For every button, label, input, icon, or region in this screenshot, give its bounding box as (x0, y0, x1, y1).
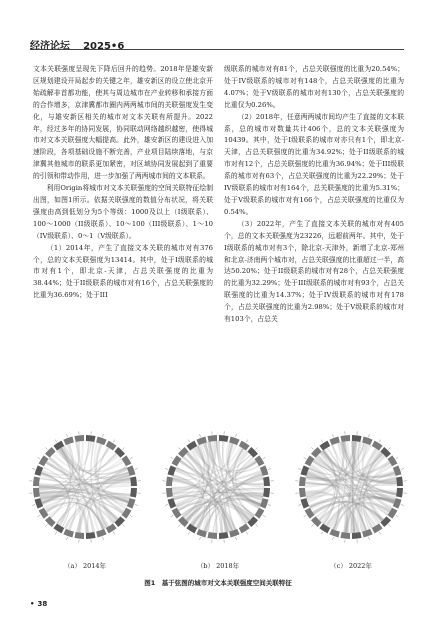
rim-tick (55, 532, 57, 535)
rim-tick (379, 532, 381, 535)
rim-tick (113, 440, 115, 443)
rim-tick (113, 532, 115, 535)
rim-tick (188, 532, 190, 535)
ring-segment (372, 441, 383, 451)
ring-segment (219, 532, 229, 539)
rim-tick (165, 505, 168, 506)
rim-tick (188, 440, 190, 443)
rim-tick (130, 515, 133, 517)
ring-segment (74, 532, 84, 539)
footer-bullet: • (30, 600, 35, 608)
rim-tick (268, 505, 271, 506)
page-footer (30, 600, 47, 608)
rim-tick (45, 447, 47, 449)
rim-tick (388, 447, 390, 449)
rim-tick (304, 515, 307, 517)
rim-tick (246, 440, 248, 443)
ring-segment (299, 488, 306, 498)
rim-tick (396, 457, 399, 459)
ring-segment (255, 455, 265, 466)
ring-segment (340, 532, 350, 539)
rim-tick (304, 457, 307, 459)
rim-tick (171, 457, 174, 459)
rim-tick (268, 469, 271, 470)
chord-panel-2018 (153, 423, 283, 573)
rim-tick (103, 537, 104, 540)
ring-segment (86, 435, 96, 442)
rim-tick (32, 469, 35, 470)
chord-diagram (20, 423, 150, 557)
ring-segment (172, 455, 182, 466)
ring-segment (39, 455, 49, 466)
rim-tick (178, 447, 180, 449)
rim-tick (388, 524, 390, 526)
figure-caption: 图1 基于弦图的城市对文本关联强度空间关联特征 (144, 579, 292, 587)
panel-caption: （a） 2014年 (64, 562, 106, 570)
rim-tick (396, 515, 399, 517)
rim-tick (298, 505, 301, 506)
rim-tick (333, 537, 334, 540)
header-rule (30, 49, 404, 50)
ring-segment (122, 455, 132, 466)
issue-number: 2025•6 (83, 41, 125, 52)
rim-tick (401, 469, 404, 470)
paragraph: 文本关联强度呈现先下降后回升的趋势。2018年是雄安新区规划建设开局起步的关键之年，雄安新区的设立使北京开始疏解非首都功能，使其与周边城市在产业转移和承接方面的合作增多，京津冀都市圈内两两城市间的关联强度发生变化，与雄安新区相关的城市对文本关联有所提升。2022年，经过多年的协同发展，协同联动网络越织越密，使得城市对文本关联强度大幅提高。此外，雄安新区的建设进入加速阶段，各项基础设施不断完善，产业项目陆续落地，与京津冀其他城市的联系更加紧密，对区域协同发展起到了重要的引领和带动作用，进一步加强了两两城市间的文本联系。 (33, 65, 213, 181)
ring-segment (255, 508, 265, 519)
rim-tick (263, 457, 266, 459)
rim-tick (369, 434, 370, 437)
ring-segment (340, 435, 350, 442)
rim-tick (165, 469, 168, 470)
ring-segment (186, 524, 197, 534)
page-number: 38 (37, 600, 48, 608)
rim-tick (311, 524, 313, 526)
ring-segment (130, 488, 137, 498)
panel-caption: （c） 2022年 (330, 562, 372, 570)
panel-caption: （b） 2018年 (196, 562, 240, 570)
rim-tick (321, 532, 323, 535)
rim-tick (55, 440, 57, 443)
rim-tick (255, 524, 257, 526)
left-column (33, 64, 213, 302)
paragraph: （3）2022年，产生了直接文本关联的城市对有405个，总的文本关联强度为23226，远超前两年。其中，处于I级联系的城市对有3个，除北京-天津外，新增了北京-郑州和北京-济南两个城市对，占总关联强度的比重超过一半，高达50.20%；处于II级联系的城市对有28个，占总关联强度的比重为32.29%；处于III级联系的城市对有93个，占总关联强度的比重为14.37%；处于IV级联系的城市对有178个，占总关联强度的比重为2.98%；处于V级联系的城市对有103个，占总关 (224, 219, 404, 324)
rim-tick (200, 537, 201, 540)
chord-panel-2014 (20, 423, 150, 573)
paragraph: 级联系的城市对有81个，占总关联强度的比重为20.54%；处于IV级联系的城市对有148个，占总关联强度的比重为4.07%；处于V级联系的城市对有130个，占总关联强度的比重仅为0.26%。 (224, 65, 404, 109)
chord-diagram (153, 423, 283, 557)
chord-panel-2022 (286, 423, 416, 573)
journal-title: 经济论坛 (30, 41, 70, 52)
rim-tick (246, 532, 248, 535)
rim-tick (67, 537, 68, 540)
rim-tick (135, 469, 138, 470)
running-header (30, 34, 404, 50)
rim-tick (171, 515, 174, 517)
ring-segment (396, 488, 403, 498)
rim-tick (379, 440, 381, 443)
ring-segment (122, 508, 132, 519)
rim-tick (122, 447, 124, 449)
chord-diagram (286, 423, 416, 557)
rim-tick (369, 537, 370, 540)
rim-tick (135, 505, 138, 506)
rim-tick (38, 457, 41, 459)
paragraph: 利用Origin将城市对文本关联强度的空间关联特征绘制出图，如图1所示。依据关联强度的数值分布状况，将关联强度由高到低划分为5个等级：1000及以上（I级联系）、100～1000（II级联系）、10～100（III级联系）、1～10（IV级联系）、0～1（V级联系）。 (33, 184, 213, 240)
rim-tick (401, 505, 404, 506)
paragraph: （1）2014年，产生了直接文本关联的城市对有376个，总的文本关联强度为13414。其中，处于I级联系的城市对有1个，即北京-天津，占总关联强度的比重为38.44%；处于II级联系的城市对有16个，占总关联强度的比重为36.69%；处于III (33, 243, 213, 300)
rim-tick (122, 524, 124, 526)
rim-tick (333, 434, 334, 437)
rim-tick (32, 505, 35, 506)
paragraph: （2）2018年，任意两两城市间均产生了直接的文本联系，总的城市对数量共计406个，总的文本关联强度为10439。其中，处于I级联系的城市对亦只有1个，即北京-天津，占总关联强度的比重为34.92%；处于II级联系的城市对有12个，占总关联强度的比重为36.94%；处于III级联系的城市对有63个，占总关联强度的比重为22.29%；处于IV级联系的城市对有164个，总关联强度的比重为5.31%；处于V级联系的城市对有166个，占总关联强度的比重仅为0.54%。 (224, 112, 404, 216)
right-column (224, 64, 404, 326)
rim-tick (178, 524, 180, 526)
ring-segment (305, 508, 315, 519)
ring-segment (219, 435, 229, 442)
ring-segment (166, 476, 173, 486)
rim-tick (255, 447, 257, 449)
rim-tick (67, 434, 68, 437)
rim-tick (45, 524, 47, 526)
rim-tick (236, 434, 237, 437)
rim-tick (298, 469, 301, 470)
rim-tick (130, 457, 133, 459)
chord-figure (20, 423, 416, 573)
ring-segment (239, 524, 250, 534)
rim-tick (38, 515, 41, 517)
rim-tick (263, 515, 266, 517)
rim-tick (321, 440, 323, 443)
rim-tick (236, 537, 237, 540)
rim-tick (311, 447, 313, 449)
rim-tick (103, 434, 104, 437)
rim-tick (200, 434, 201, 437)
